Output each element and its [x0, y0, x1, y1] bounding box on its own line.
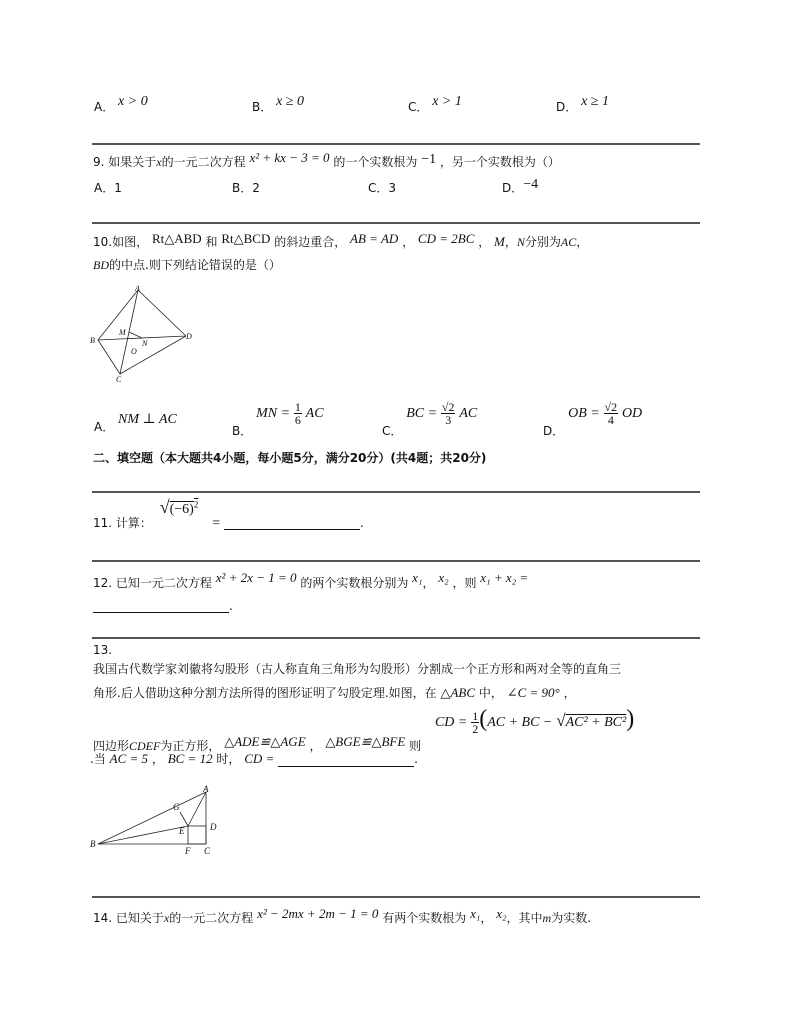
stem-text: 则 — [409, 739, 422, 753]
q9-option-b[interactable] — [232, 179, 260, 196]
triangle-abc: △ABC — [440, 685, 476, 700]
condition-2: CD = 2BC — [417, 231, 475, 246]
fraction — [294, 401, 302, 426]
q10-option-b[interactable] — [232, 400, 324, 438]
sqrt-expression: $√(-6)^2$ — [159, 497, 199, 517]
q12-line2 — [93, 598, 233, 613]
ac-value: AC = 5 — [109, 751, 149, 766]
stem-text: 如果关于 — [108, 155, 157, 169]
q9-option-c[interactable] — [368, 179, 396, 196]
option-label: A． — [94, 181, 115, 195]
label-d: D — [186, 332, 192, 341]
label-b: B — [90, 336, 95, 345]
option-label: C． — [408, 100, 429, 114]
root-value: −1 — [421, 152, 437, 167]
label-e: E — [179, 826, 185, 836]
stem-text: 的一元二次方程 — [161, 155, 246, 169]
label-o: O — [131, 347, 137, 356]
q10-stem-line2 — [93, 256, 281, 273]
congruence-2: △BGE≌△BFE — [325, 734, 406, 749]
q13-line1: 我国古代数学家刘徽将勾股形（古人称直角三角形为勾股形）分割成一个正方形和两对全等的直角三 — [93, 662, 622, 676]
bc-value: BC = 12 — [167, 751, 213, 766]
option-label: A． — [94, 420, 115, 434]
question-text: 12. 已知一元二次方程 — [93, 576, 212, 590]
label-g: G — [173, 802, 180, 812]
denominator: 6 — [294, 413, 301, 427]
label-f: F — [185, 846, 191, 856]
q9-option-d[interactable] — [502, 179, 538, 197]
question-number: 9. — [93, 155, 105, 169]
variable-m: m — [542, 911, 552, 925]
cd-label: CD = — [244, 751, 275, 766]
label-n: N — [142, 339, 148, 348]
stem-text: 为实数. — [551, 911, 592, 925]
divider — [92, 143, 700, 145]
cd-radicand: AC² + BC² — [565, 715, 627, 730]
option-value: 3 — [388, 181, 397, 195]
option-label: D． — [543, 424, 565, 438]
question-number: 13. — [93, 643, 113, 657]
q8-option-b[interactable] — [252, 94, 304, 116]
option-lhs: OB = — [568, 406, 600, 421]
stem-text: ，其中 — [506, 911, 543, 925]
q10-stem-line1: 10.如图， Rt△ABD 和 Rt△BCD 的斜边重合， AB = AD ， CD = 2BC ， M，N分别为AC， — [93, 231, 589, 249]
q9-stem — [93, 150, 560, 171]
option-rhs: AC — [459, 406, 478, 421]
stem-text: 的一元二次方程 — [169, 911, 254, 925]
triangle-1: Rt△ABD — [151, 231, 202, 246]
stem-text: 的中点.则下列结论错误的是（） — [109, 258, 281, 272]
radicand-base: (−6) — [169, 502, 194, 517]
option-label: C． — [382, 424, 403, 438]
option-label: B． — [232, 181, 253, 195]
congruence-1: △ADE≌△AGE — [224, 734, 306, 749]
stem-text: 有两个实数根为 — [382, 911, 467, 925]
divider — [92, 896, 700, 898]
option-label: D． — [556, 100, 578, 114]
answer-blank[interactable] — [93, 598, 229, 613]
option-value: −4 — [523, 177, 539, 192]
q11 — [93, 497, 364, 533]
denominator: 3 — [445, 413, 452, 427]
option-label: B． — [252, 100, 273, 114]
q13-figure — [90, 784, 230, 858]
q10-figure — [88, 284, 198, 386]
option-rhs: OD — [621, 406, 643, 421]
q10-option-c[interactable] — [382, 400, 478, 438]
q12-line1 — [93, 570, 529, 591]
label-c: C — [116, 375, 122, 384]
equation: x² + kx − 3 = 0 — [249, 150, 330, 165]
q8-option-a[interactable] — [94, 94, 148, 116]
divider — [92, 637, 700, 639]
stem-text: 的两个实数根分别为 — [300, 576, 409, 590]
option-rhs: AC — [305, 406, 324, 421]
cd-rhs: AC + BC − — [487, 715, 553, 730]
option-value: 1 — [114, 181, 122, 195]
section-title: 二、填空题（本大题共4小题，每小题5分，满分20分）(共4题；共20分) — [93, 451, 487, 465]
root-x1: x₁ — [412, 570, 423, 585]
stem-text: 的一个实数根为 — [333, 155, 418, 169]
stem-text: ，另一个实数根为（） — [439, 155, 560, 169]
root-x2: x₂ — [496, 906, 507, 921]
option-value: 2 — [252, 181, 260, 195]
half-fraction — [471, 710, 479, 735]
denominator: 4 — [607, 413, 614, 427]
stem-text: .当 — [90, 752, 106, 766]
q13-line2 — [93, 684, 576, 701]
variable: x — [163, 911, 170, 925]
option-label: C． — [368, 181, 389, 195]
q14-stem — [93, 906, 592, 926]
label-a: A — [135, 284, 140, 293]
question-text: 14. 已知关于 — [93, 911, 164, 925]
option-label: D． — [502, 181, 524, 195]
numerator: √2 — [604, 400, 618, 414]
triangle-2: Rt△BCD — [221, 231, 271, 246]
q10-option-a[interactable] — [94, 410, 177, 434]
divider — [92, 491, 700, 493]
stem-text: ， — [576, 235, 589, 249]
numerator: 1 — [294, 400, 301, 414]
option-label: B． — [232, 424, 253, 438]
stem-text: 分别为 — [524, 235, 561, 249]
period: . — [414, 752, 418, 766]
stem-text: 和 — [205, 235, 218, 249]
numerator: √2 — [441, 400, 455, 414]
stem-text: 角形.后人借助这种分割方法所得的图形证明了勾股定理.如图，在 — [93, 686, 437, 700]
equation: x² + 2x − 1 = 0 — [215, 570, 297, 585]
divider — [92, 560, 700, 562]
option-expr: x ≥ 0 — [276, 94, 304, 109]
equation: x² − 2mx + 2m − 1 = 0 — [257, 906, 379, 921]
angle-c: ∠C = 90° — [506, 685, 560, 700]
square-cdef: CDEF — [129, 739, 161, 753]
separator: ， — [422, 576, 435, 590]
condition-1: AB = AD — [350, 231, 399, 246]
q10-option-d[interactable] — [543, 400, 643, 438]
option-expr: x > 0 — [118, 94, 148, 109]
answer-blank[interactable] — [224, 515, 360, 530]
fraction — [604, 401, 619, 426]
answer-blank[interactable] — [278, 752, 414, 767]
denominator: 2 — [472, 722, 479, 736]
separator: ， — [480, 911, 493, 925]
root-x1: x₁ — [470, 906, 481, 921]
variable: x — [156, 155, 162, 169]
segment-bd: BD — [93, 258, 109, 272]
option-lhs: MN = — [256, 406, 291, 421]
q13-line4: .当 AC = 5 ， BC = 12 时， CD = . — [90, 751, 418, 766]
fraction — [441, 401, 456, 426]
numerator: 1 — [472, 709, 479, 723]
segment-ac: AC — [560, 235, 577, 249]
point-m: M — [494, 234, 505, 249]
q8-option-c[interactable] — [408, 94, 462, 116]
divider — [92, 222, 700, 224]
sum-expression: x₁ + x₂ = — [480, 570, 529, 585]
stem-text: 时， — [216, 752, 241, 766]
period: . — [359, 516, 364, 530]
period: . — [229, 599, 233, 613]
root-x2: x₂ — [438, 570, 449, 585]
stem-text: 的斜边重合， — [274, 235, 347, 249]
stem-text: 为正方形， — [160, 739, 221, 753]
label-d: D — [210, 822, 217, 832]
label-a: A — [203, 784, 209, 794]
separator: ， — [563, 686, 576, 700]
exponent: 2 — [193, 499, 199, 510]
stem-text: ， — [504, 235, 517, 249]
stem-text: 中， — [478, 686, 503, 700]
equals: = — [212, 516, 221, 531]
option-expr: x ≥ 1 — [581, 94, 609, 109]
q8-option-d[interactable] — [556, 94, 609, 116]
label-m: M — [119, 328, 126, 337]
label-b: B — [90, 839, 96, 849]
q13-line3: 四边形CDEF为正方形， △ADE≌△AGE ， △BGE≌△BFE 则 CD = $\frac{1}{2}$ (AC + BC − √AC² + BC²) — [93, 706, 635, 753]
option-label: A． — [94, 100, 115, 114]
stem-text: ，则 — [452, 576, 477, 590]
label-c: C — [204, 846, 211, 856]
option-lhs: BC = — [406, 406, 438, 421]
question-number: 10. — [93, 235, 113, 249]
question-text: 11. 计算： — [93, 516, 152, 530]
stem-text: 如图， — [112, 235, 149, 249]
radicand — [169, 499, 199, 517]
point-n: N — [516, 235, 525, 249]
q9-option-a[interactable] — [94, 179, 122, 196]
stem-text: 四边形 — [93, 739, 130, 753]
option-expr: x > 1 — [432, 94, 462, 109]
cd-lhs: CD = — [434, 715, 468, 730]
option-expr: NM ⊥ AC — [118, 412, 177, 427]
